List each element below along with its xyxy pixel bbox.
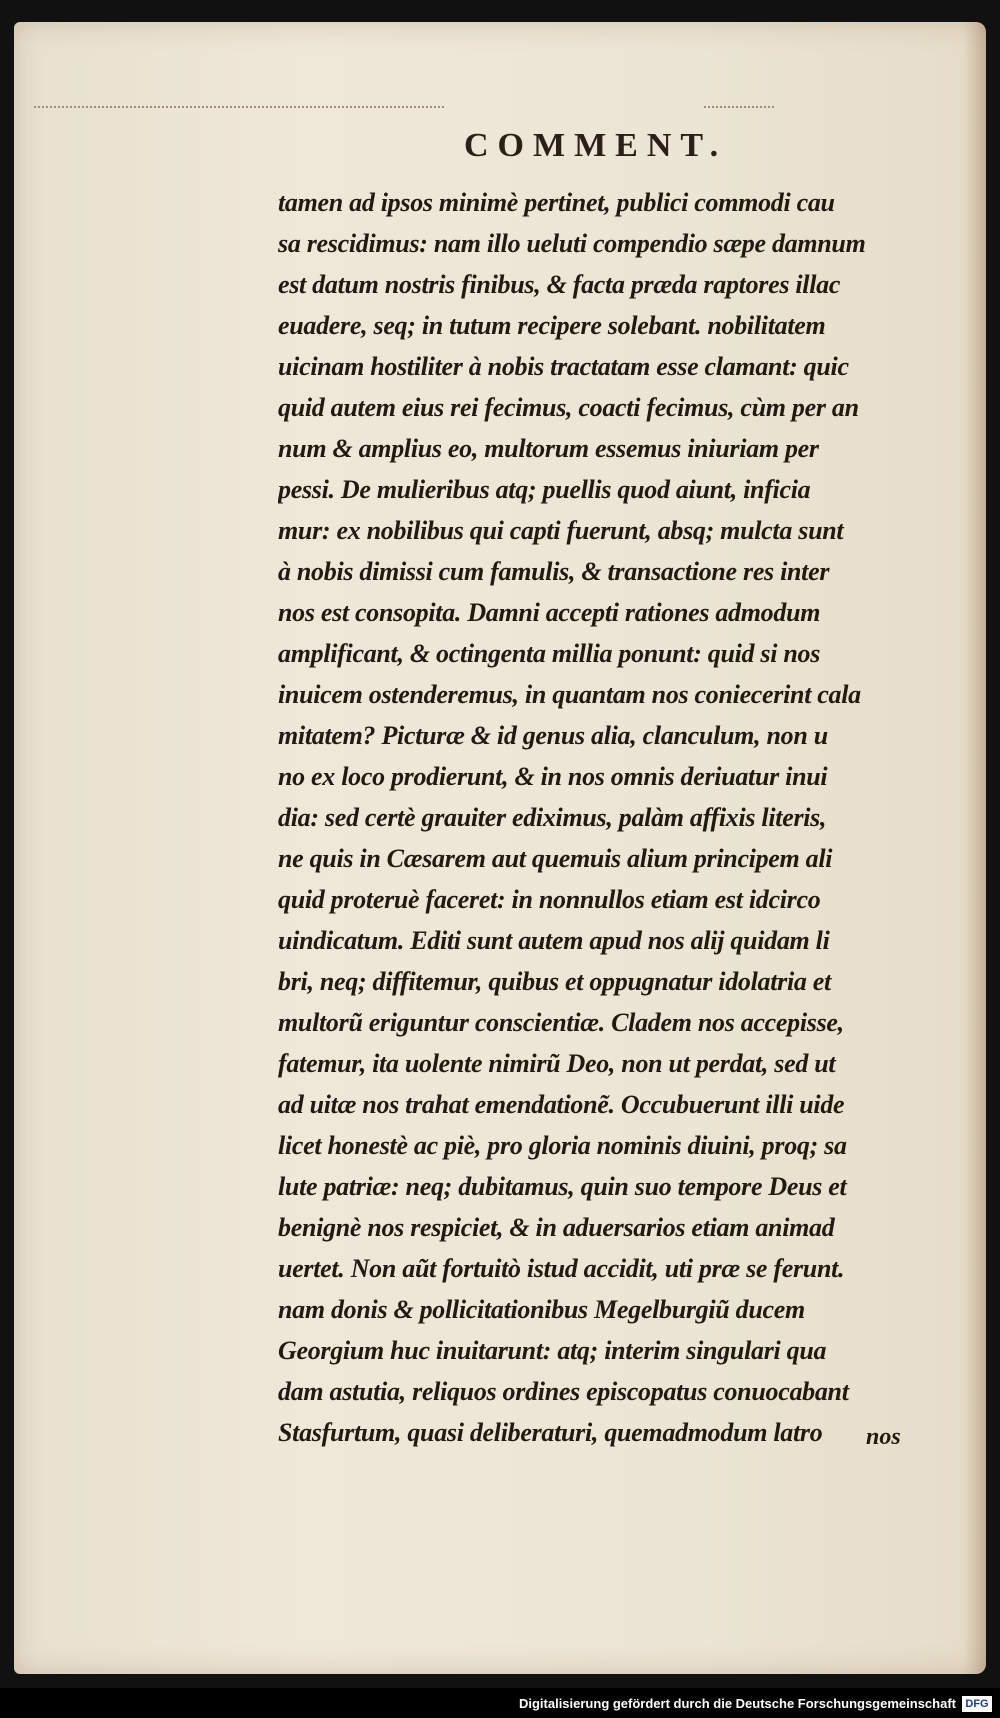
text-line: ne quis in Cæsarem aut quemuis alium principem ali: [278, 844, 833, 873]
text-line: euadere, seq; in tutum recipere solebant. nobilitatem: [278, 311, 826, 340]
dfg-logo-icon: DFG: [962, 1696, 992, 1712]
text-line: fatemur, ita uolente nimirũ Deo, non ut perdat, sed ut: [278, 1049, 836, 1078]
catchword: nos: [866, 1424, 901, 1450]
text-line: amplificant, & octingenta millia ponunt: quid si nos: [278, 639, 821, 668]
text-line: pessi. De mulieribus atq; puellis quod aiunt, inficia: [278, 475, 811, 504]
text-line: inuicem ostenderemus, in quantam nos coniecerint cala: [278, 680, 861, 709]
dotted-rule-right: [704, 106, 774, 108]
text-line: quid proteruè faceret: in nonnullos etiam est idcirco: [278, 885, 821, 914]
text-line: bri, neq; diffitemur, quibus et oppugnatur idolatria et: [278, 967, 831, 996]
text-line: est datum nostris finibus, & facta præda raptores illac: [278, 270, 841, 299]
text-line: benignè nos respiciet, & in aduersarios etiam animad: [278, 1213, 835, 1242]
text-line: no ex loco prodierunt, & in nos omnis deriuatur inui: [278, 762, 828, 791]
funding-credit: Digitalisierung gefördert durch die Deutsche Forschungsgemeinschaft: [518, 1696, 956, 1711]
text-line: nam donis & pollicitationibus Megelburgiũ ducem: [278, 1295, 805, 1324]
dotted-rule-left: [34, 106, 444, 108]
text-line: mur: ex nobilibus qui capti fuerunt, absq; mulcta sunt: [278, 516, 844, 545]
text-line: nos est consopita. Damni accepti rationes admodum: [278, 598, 821, 627]
text-line: uindicatum. Editi sunt autem apud nos alij quidam li: [278, 926, 830, 955]
text-line: dam astutia, reliquos ordines episcopatus conuocabant: [278, 1377, 849, 1406]
text-line: Stasfurtum, quasi deliberaturi, quemadmodum latro: [278, 1418, 823, 1447]
text-line: quid autem eius rei fecimus, coacti fecimus, cùm per an: [278, 393, 859, 422]
text-block: [278, 182, 938, 1453]
page-edge-shadow: [964, 22, 986, 1674]
text-line: uertet. Non aũt fortuitò istud accidit, uti præ se ferunt.: [278, 1254, 845, 1283]
text-line: tamen ad ipsos minimè pertinet, publici commodi cau: [278, 188, 835, 217]
text-line: dia: sed certè grauiter ediximus, palàm affixis literis,: [278, 803, 827, 832]
text-line: Georgium huc inuitarunt: atq; interim singulari qua: [278, 1336, 827, 1365]
text-line: lute patriæ: neq; dubitamus, quin suo tempore Deus et: [278, 1172, 847, 1201]
text-line: ad uitæ nos trahat emendationẽ. Occubuerunt illi uide: [278, 1090, 845, 1119]
book-page: [14, 22, 986, 1674]
text-line: mitatem? Picturæ & id genus alia, clanculum, non u: [278, 721, 828, 750]
text-line: num & amplius eo, multorum essemus iniuriam per: [278, 434, 819, 463]
text-line: licet honestè ac piè, pro gloria nominis diuini, proq; sa: [278, 1131, 847, 1160]
text-line: sa rescidimus: nam illo ueluti compendio sæpe damnum: [278, 229, 866, 258]
text-line: à nobis dimissi cum famulis, & transactione res inter: [278, 557, 830, 586]
footer-bar: [0, 1688, 1000, 1718]
text-line: multorũ eriguntur conscientiæ. Cladem nos accepisse,: [278, 1008, 844, 1037]
running-head: COMMENT.: [464, 127, 728, 164]
text-line: uicinam hostiliter à nobis tractatam esse clamant: quic: [278, 352, 849, 381]
